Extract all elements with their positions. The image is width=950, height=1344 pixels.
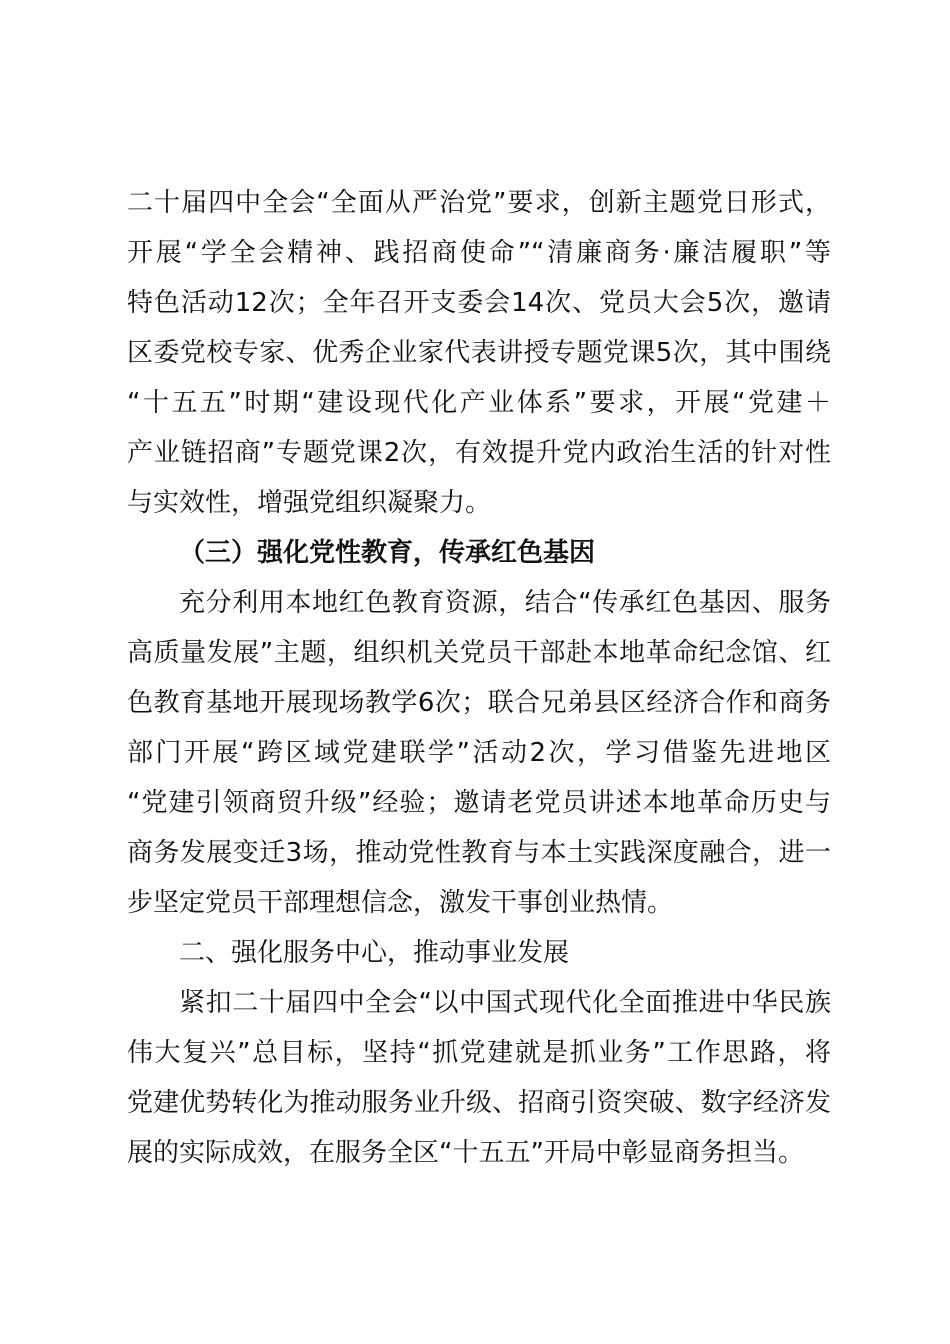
text-line: 二十届四中全会“全面从严治党”要求，创新主题党日形式， [127,188,831,218]
text-line: 产业链招商”专题党课2次，有效提升党内政治生活的针对性 [127,438,831,468]
paragraph-party-education [127,586,831,936]
text-line: 党建优势转化为推动服务业升级、招商引资突破、数字经济发 [127,1088,831,1118]
text-line: 高质量发展”主题，组织机关党员干部赴本地革命纪念馆、红 [127,638,831,668]
text-line: 部门开展“跨区域党建联学”活动2次，学习借鉴先进地区 [127,738,831,768]
text-line: 展的实际成效，在服务全区“十五五”开局中彰显商务担当。 [127,1138,804,1168]
text-line: 与实效性，增强党组织凝聚力。 [127,488,492,518]
paragraph-party-life [127,186,831,536]
text-line: “党建引领商贸升级”经验；邀请老党员讲述本地革命历史与 [127,788,831,818]
text-line: 伟大复兴”总目标，坚持“抓党建就是抓业务”工作思路，将 [127,1038,831,1068]
subsection-heading: （三）强化党性教育，传承红色基因 [179,538,596,568]
text-line: 充分利用本地红色教育资源，结合“传承红色基因、服务 [179,588,831,618]
text-line: 色教育基地开展现场教学6次；联合兄弟县区经济合作和商务 [127,688,831,718]
text-line: “十五五”时期“建设现代化产业体系”要求，开展“党建＋ [127,388,831,418]
paragraph-service-center [127,986,831,1186]
text-line: 商务发展变迁3场，推动党性教育与本土实践深度融合，进一 [127,838,831,868]
text-line: 开展“学全会精神、践招商使命”“清廉商务·廉洁履职”等 [127,238,831,268]
document-page [127,186,831,1186]
section-heading: 二、强化服务中心，推动事业发展 [179,938,570,968]
text-line: 区委党校专家、优秀企业家代表讲授专题党课5次，其中围绕 [127,338,831,368]
text-line: 特色活动12次；全年召开支委会14次、党员大会5次，邀请 [127,288,831,318]
text-line: 紧扣二十届四中全会“以中国式现代化全面推进中华民族 [179,988,831,1018]
text-line: 步坚定党员干部理想信念，激发干事创业热情。 [127,888,674,918]
